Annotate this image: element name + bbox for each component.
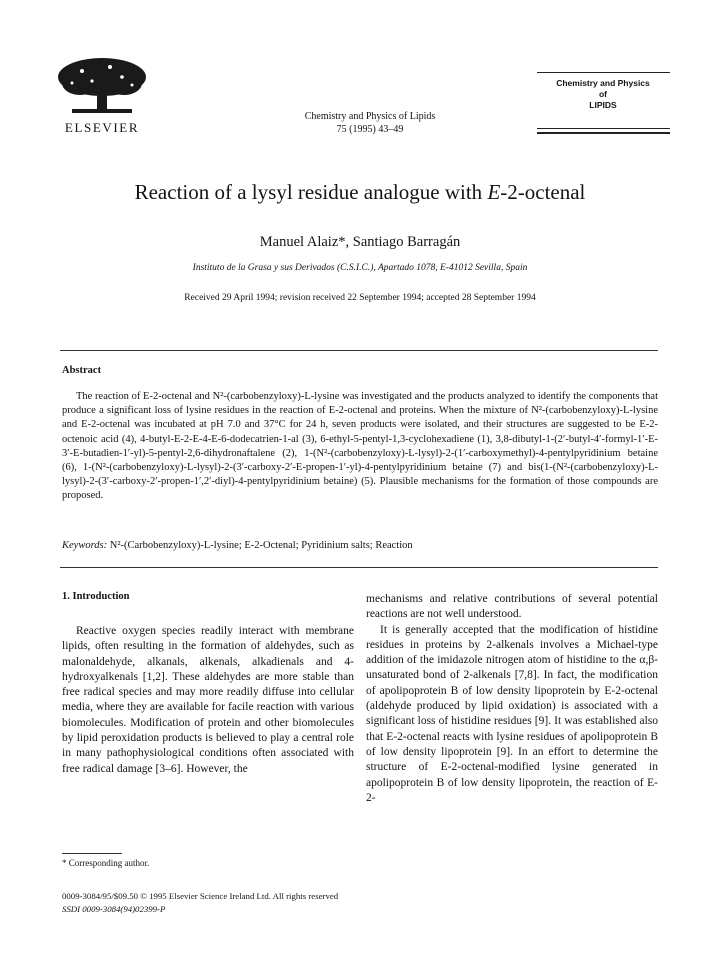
journal-name: Chemistry and Physics of Lipids (304, 111, 436, 122)
column-left (62, 624, 354, 777)
header-rule-top (537, 72, 670, 73)
header-rule-mid (537, 128, 670, 129)
footnote: * Corresponding author. (62, 858, 150, 868)
author-affiliation: Instituto de la Grasa y sus Derivados (C.S.I.C.), Apartado 1078, E-41012 Sevilla, Spain (192, 263, 528, 273)
abstract-text: The reaction of E-2-octenal and N²-(carbobenzyloxy)-L-lysine was investigated and the products analyzed to identify the components that produce a significant loss of lysine residues in the reaction of E-2-octenal and proteins. When the mixture of N²-(carbobenzyloxy)-L-lysine and E-2-octenal was incubated at pH 7.0 and 37°C for 24 h, seven products were isolated, and their structures are suggested to be E-2-octenoic acid (4), 4-butyl-E-2-E-4-E-6-dodecatrien-1-al (3), 6-ethyl-5-pentyl-1,3-cyclohexadiene (1), 3,8-dibutyl-1-(2′-butyl-4′-formyl-1′-E-3′-E-butadien-1′-yl)-5-pentyl-2,6-dihydronaftalene (2), 1-(N²-(carbobenzyloxy)-L-lysyl)-2-(1′-carboxymethyl)-4-pentylpyridinium betaine (6), 1-(N²-(carbobenzyloxy)-L-lysyl)-2-(3′-carboxy-2′-E-propen-1′-yl)-4-pentylpyridinium betaine (7) and bis(1-(N²-(carbobenzyloxy)-L-lysyl)-2-(3′-carboxy-2′-propen-1′,2′-diyl)-4-pentylpyridinium betaine) (5). Plausible mechanisms for the formation of those compounds are proposed. (62, 391, 658, 502)
journal-citation (250, 110, 490, 136)
keywords-text: N²-(Carbobenzyloxy)-L-lysine; E-2-Octenal; Pyridinium salts; Reaction (109, 540, 413, 551)
keywords-label: Keywords: (62, 540, 108, 551)
brand-line-2: of (598, 89, 608, 99)
paragraph: It is generally accepted that the modification of histidine residues in proteins by 2-alkenals involves a Michael-type addition of the imidazole nitrogen atom of histidine to the α,β-unsaturated bond of 2-alkenals [7,8]. In fact, the modification of apolipoprotein B of low density lipoprotein by E-2-octenal (aldehyde produced by lipid oxidation) is associated with a significant loss of histidine residues [9]. It was established also that E-2-octenal reacts with lysine residues of apolipoprotein B of low density lipoprotein [9]. In an effort to determine the structure of E-2-octenal-modified lysine generated in apolipoprotein B of low density lipoprotein, the reaction of E-2- (366, 623, 658, 804)
abstract-rule-top (60, 350, 658, 351)
ssdi-code: SSDI 0009-3084(94)02399-P (62, 903, 166, 914)
column-right (366, 592, 658, 806)
brand-line-3: LIPIDS (589, 100, 617, 110)
keywords (62, 540, 658, 551)
article-authors: Manuel Alaiz*, Santiago Barragán (259, 234, 461, 250)
journal-volume: 75 (1995) 43–49 (336, 124, 404, 135)
publisher-name: ELSEVIER (64, 120, 140, 135)
footnote-rule (62, 853, 122, 854)
abstract-body (62, 390, 658, 504)
brand-line-1: Chemistry and Physics (556, 78, 650, 88)
issn-block (62, 890, 338, 915)
abstract-heading: Abstract (62, 365, 102, 376)
issn-copyright: 0009-3084/95/$09.50 © 1995 Elsevier Science Ireland Ltd. All rights reserved (62, 891, 339, 901)
elsevier-tree-logo (52, 55, 152, 117)
header-rule-bottom (537, 132, 670, 134)
abstract-rule-bottom (60, 567, 658, 568)
paragraph: Reactive oxygen species readily interact with membrane lipids, often resulting in the formation of aldehydes, such as malonaldehyde, alkanals, alkenals, alkadienals and 4-hydroxyalkenals [1,2]. These aldehydes are more stable than free radical species and may more readily diffuse into cellular media, where they are available for facile reaction with various biomolecules. Modification of protein and other biomolecules by lipid peroxidation products is believed to play a central role in many pathophysiological conditions often associated with free radical damage [3–6]. However, the (62, 625, 354, 775)
journal-brand (536, 78, 670, 111)
article-title: Reaction of a lysyl residue analogue with E-2-octenal (134, 180, 586, 204)
section-heading-introduction: 1. Introduction (62, 591, 130, 602)
received-dates: Received 29 April 1994; revision received 22 September 1994; accepted 28 September 1994 (184, 293, 536, 303)
paragraph: mechanisms and relative contributions of several potential reactions are not well understood. (366, 593, 658, 621)
